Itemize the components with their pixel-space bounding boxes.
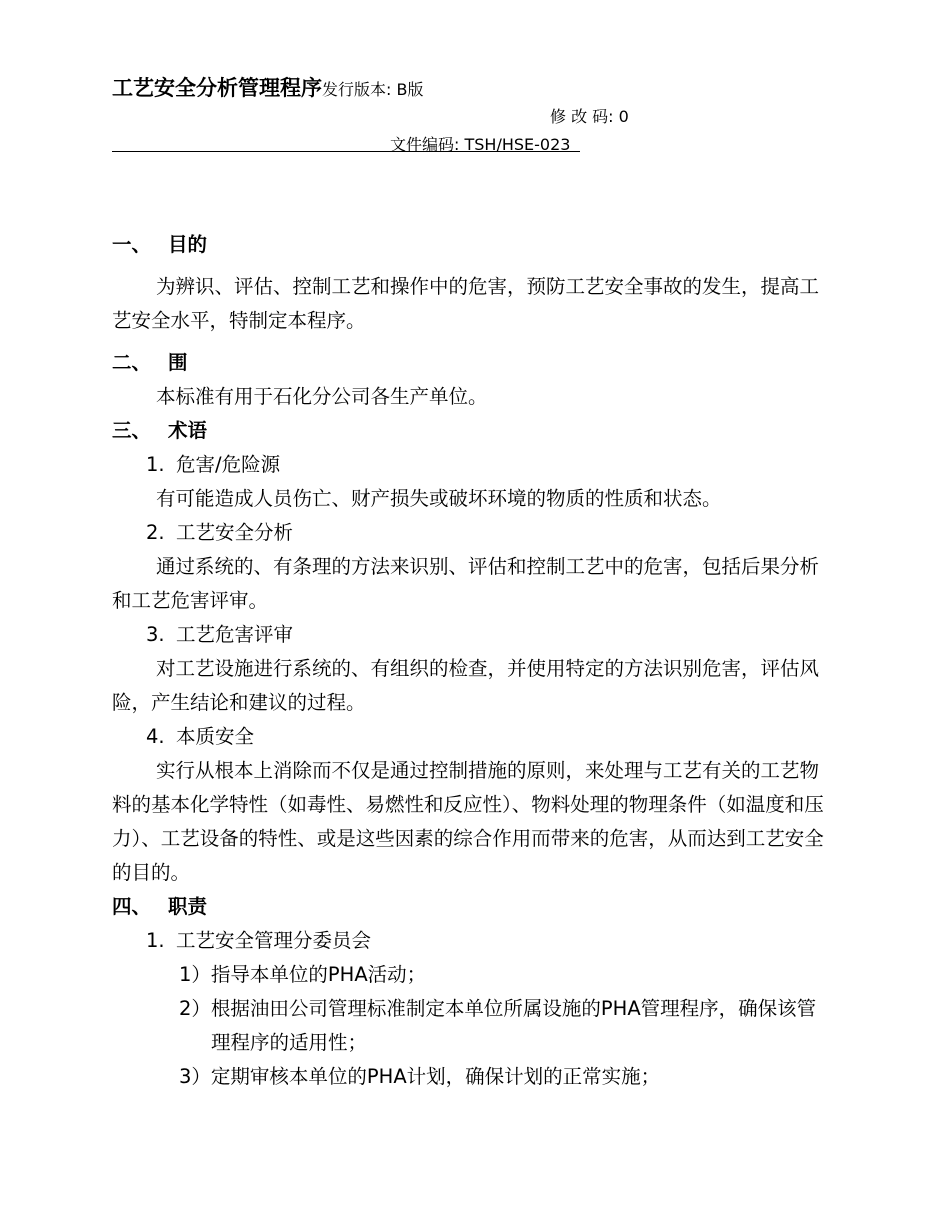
duty-item: 3）定期审核本单位的PHA计划，确保计划的正常实施； [179,1065,661,1088]
term-heading [112,448,832,482]
section-number: 一、 [112,233,152,256]
term-title: 危害/危险源 [176,453,281,476]
duty-group-number: 1. [146,929,165,952]
purpose-paragraph: 为辨识、评估、控制工艺和操作中的危害，预防工艺安全事故的发生，提高工艺安全水平，特制定本程序。 [112,275,820,332]
scope-paragraph: 本标准有用于石化分公司各生产单位。 [156,385,488,408]
document-title: 工艺安全分析管理程序 [112,76,322,100]
duty-item: 2）根据油田公司管理标准制定本单位所属设施的PHA管理程序，确保该管理程序的适用性； [179,997,817,1054]
document-body [112,228,832,1094]
section-number: 四、 [112,895,152,918]
section-heading-scope [112,346,832,380]
section-title: 围 [168,351,188,374]
term-definition: 通过系统的、有条理的方法来识别、评估和控制工艺中的危害，包括后果分析和工艺危害评审。 [112,555,820,612]
section-number: 二、 [112,351,152,374]
duty-group-title: 工艺安全管理分委员会 [176,929,372,952]
term-title: 工艺危害评审 [176,623,294,646]
header-divider [112,151,580,152]
revision-code: 修 改 码: 0 [550,107,629,126]
document-header [112,70,629,154]
section-heading-terms [112,414,832,448]
duty-group-heading [112,924,832,958]
duty-item: 1）指导本单位的PHA活动； [179,963,427,986]
document-code: 文件编码: TSH/HSE-023 [390,135,571,154]
section-title: 职责 [168,895,208,918]
document-title-line [112,72,423,102]
term-heading [112,720,832,754]
term-number: 2. [146,521,165,544]
term-title: 工艺安全分析 [176,521,294,544]
term-number: 1. [146,453,165,476]
release-version: 发行版本: B版 [322,80,424,99]
section-title: 术语 [168,419,208,442]
term-title: 本质安全 [176,725,255,748]
term-definition: 实行从根本上消除而不仅是通过控制措施的原则，来处理与工艺有关的工艺物料的基本化学特性（如毒性、易燃性和反应性）、物料处理的物理条件（如温度和压力）、工艺设备的特性、或是这些因素的综合作用而带来的危害，从而达到工艺安全的目的。 [112,759,824,884]
term-definition: 有可能造成人员伤亡、财产损失或破坏环境的物质的性质和状态。 [156,487,722,510]
section-heading-duties [112,890,832,924]
term-number: 3. [146,623,165,646]
section-number: 三、 [112,419,152,442]
term-definition: 对工艺设施进行系统的、有组织的检查，并使用特定的方法识别危害，评估风险，产生结论和建议的过程。 [112,657,820,714]
term-heading [112,618,832,652]
section-heading-purpose [112,228,832,262]
section-title: 目的 [168,233,208,256]
term-heading [112,516,832,550]
term-number: 4. [146,725,165,748]
